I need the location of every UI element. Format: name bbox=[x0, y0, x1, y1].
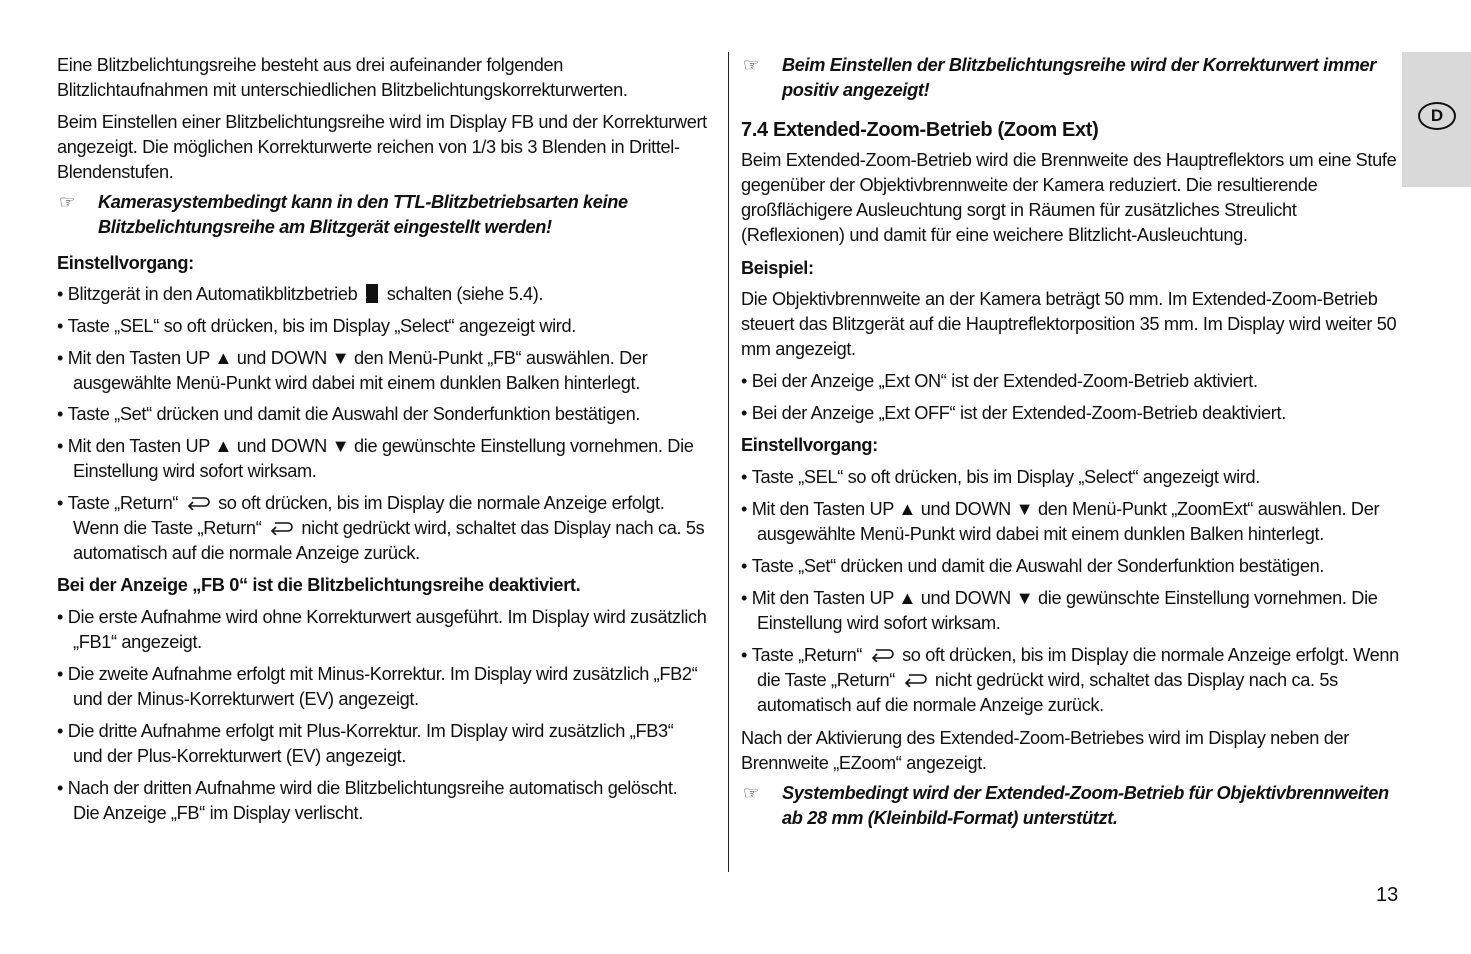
page-number: 13 bbox=[1376, 884, 1399, 906]
note-system bbox=[741, 781, 1401, 831]
pointing-hand-icon: ☞ bbox=[743, 55, 759, 75]
pointing-hand-icon: ☞ bbox=[59, 192, 75, 212]
return-arrow-icon bbox=[870, 648, 894, 662]
return-arrow-icon bbox=[269, 521, 293, 535]
list-item: • Bei der Anzeige „Ext ON“ ist der Extended-Zoom-Betrieb aktiviert. bbox=[741, 369, 1401, 394]
language-tab bbox=[1402, 52, 1471, 187]
list-item: • Taste „Return“ so oft drücken, bis im Display die normale Anzeige erfolgt. Wenn die Taste „Return“ nicht gedrückt wird, schaltet das Display nach ca. 5s automatisch auf die normale Anzeige zurück. bbox=[57, 491, 707, 566]
list-item: • Taste „SEL“ so oft drücken, bis im Display „Select“ angezeigt wird. bbox=[57, 314, 707, 339]
section-title: 7.4 Extended-Zoom-Betrieb (Zoom Ext) bbox=[741, 119, 1099, 141]
list-item: • Bei der Anzeige „Ext OFF“ ist der Extended-Zoom-Betrieb deaktiviert. bbox=[741, 401, 1401, 426]
list-item: • Nach der dritten Aufnahme wird die Blitzbelichtungsreihe automatisch gelöscht. Die Anzeige „FB“ im Display verlischt. bbox=[57, 776, 707, 826]
return-arrow-icon bbox=[903, 673, 927, 687]
note-text: Beim Einstellen der Blitzbelichtungsreihe wird der Korrekturwert immer positiv angezeigt! bbox=[782, 55, 1377, 100]
paragraph-extended-zoom: Beim Extended-Zoom-Betrieb wird die Brennweite des Hauptreflektors um eine Stufe gegenüber der Objektivbrennweite der Kamera reduziert. Die resultierende großflächigere Ausleuchtung sorgt in Räumen für zusätzliches Streulicht (Reflexionen) und damit für eine weichere Blitzlicht-Ausleuchtung. bbox=[741, 150, 1397, 245]
paragraph-display-info: Beim Einstellen einer Blitzbelichtungsreihe wird im Display FB und der Korrekturwert angezeigt. Die möglichen Korrekturwerte reichen von 1/3 bis 3 Blenden in Drittel-Blendenstufen. bbox=[57, 112, 707, 182]
note-text: Systembedingt wird der Extended-Zoom-Betrieb für Objektivbrennweiten ab 28 mm (Kleinbild-Format) unterstützt. bbox=[782, 783, 1389, 828]
column-divider bbox=[728, 52, 729, 872]
list-item: • Mit den Tasten UP ▲ und DOWN ▼ die gewünschte Einstellung vornehmen. Die Einstellung wird sofort wirksam. bbox=[741, 586, 1401, 636]
note-ttl bbox=[57, 190, 707, 240]
list-item: • Die zweite Aufnahme erfolgt mit Minus-Korrektur. Im Display wird zusätzlich „FB2“ und der Minus-Korrekturwert (EV) angezeigt. bbox=[57, 662, 707, 712]
heading-setup: Einstellvorgang: bbox=[741, 435, 878, 455]
list-item: • Taste „Set“ drücken und damit die Auswahl der Sonderfunktion bestätigen. bbox=[57, 402, 707, 427]
heading-fb0: Bei der Anzeige „FB 0“ ist die Blitzbelichtungsreihe deaktiviert. bbox=[57, 575, 581, 595]
list-item: • Taste „Return“ so oft drücken, bis im Display die normale Anzeige erfolgt. Wenn die Taste „Return“ nicht gedrückt wird, schaltet das Display nach ca. 5s automatisch auf die normale Anzeige zurück. bbox=[741, 643, 1401, 718]
heading-example: Beispiel: bbox=[741, 258, 814, 278]
language-badge: D bbox=[1418, 102, 1456, 130]
list-item: • Blitzgerät in den Automatikblitzbetrieb A schalten (siehe 5.4). bbox=[57, 282, 707, 307]
paragraph-ezoom: Nach der Aktivierung des Extended-Zoom-Betriebes wird im Display neben der Brennweite „EZoom“ angezeigt. bbox=[741, 728, 1349, 773]
list-item: • Taste „Set“ drücken und damit die Auswahl der Sonderfunktion bestätigen. bbox=[741, 554, 1401, 579]
auto-mode-badge: A bbox=[366, 284, 378, 303]
paragraph-example: Die Objektivbrennweite an der Kamera beträgt 50 mm. Im Extended-Zoom-Betrieb steuert das Blitzgerät auf die Hauptreflektorposition 35 mm. Im Display wird weiter 50 mm angezeigt. bbox=[741, 289, 1397, 359]
pointing-hand-icon: ☞ bbox=[743, 783, 759, 803]
note-text: Kamerasystembedingt kann in den TTL-Blitzbetriebsarten keine Blitzbelichtungsreihe am Blitzgerät eingestellt werden! bbox=[98, 192, 628, 237]
list-item: • Mit den Tasten UP ▲ und DOWN ▼ den Menü-Punkt „ZoomExt“ auswählen. Der ausgewählte Menü-Punkt wird dabei mit einem dunklen Balken hinterlegt. bbox=[741, 497, 1401, 547]
note-positive bbox=[741, 53, 1401, 103]
list-item: • Mit den Tasten UP ▲ und DOWN ▼ den Menü-Punkt „FB“ auswählen. Der ausgewählte Menü-Punkt wird dabei mit einem dunklen Balken hinterlegt. bbox=[57, 346, 707, 396]
list-item: • Die dritte Aufnahme erfolgt mit Plus-Korrektur. Im Display wird zusätzlich „FB3“ und der Plus-Korrekturwert (EV) angezeigt. bbox=[57, 719, 707, 769]
list-item: • Mit den Tasten UP ▲ und DOWN ▼ die gewünschte Einstellung vornehmen. Die Einstellung wird sofort wirksam. bbox=[57, 434, 707, 484]
return-arrow-icon bbox=[186, 496, 210, 510]
list-item: • Die erste Aufnahme wird ohne Korrekturwert ausgeführt. Im Display wird zusätzlich „FB1“ angezeigt. bbox=[57, 605, 707, 655]
heading-setup: Einstellvorgang: bbox=[57, 253, 194, 273]
paragraph-intro: Eine Blitzbelichtungsreihe besteht aus drei aufeinander folgenden Blitzlichtaufnahmen mit unterschiedlichen Blitzbelichtungskorrekturwerten. bbox=[57, 55, 628, 100]
list-item: • Taste „SEL“ so oft drücken, bis im Display „Select“ angezeigt wird. bbox=[741, 465, 1401, 490]
